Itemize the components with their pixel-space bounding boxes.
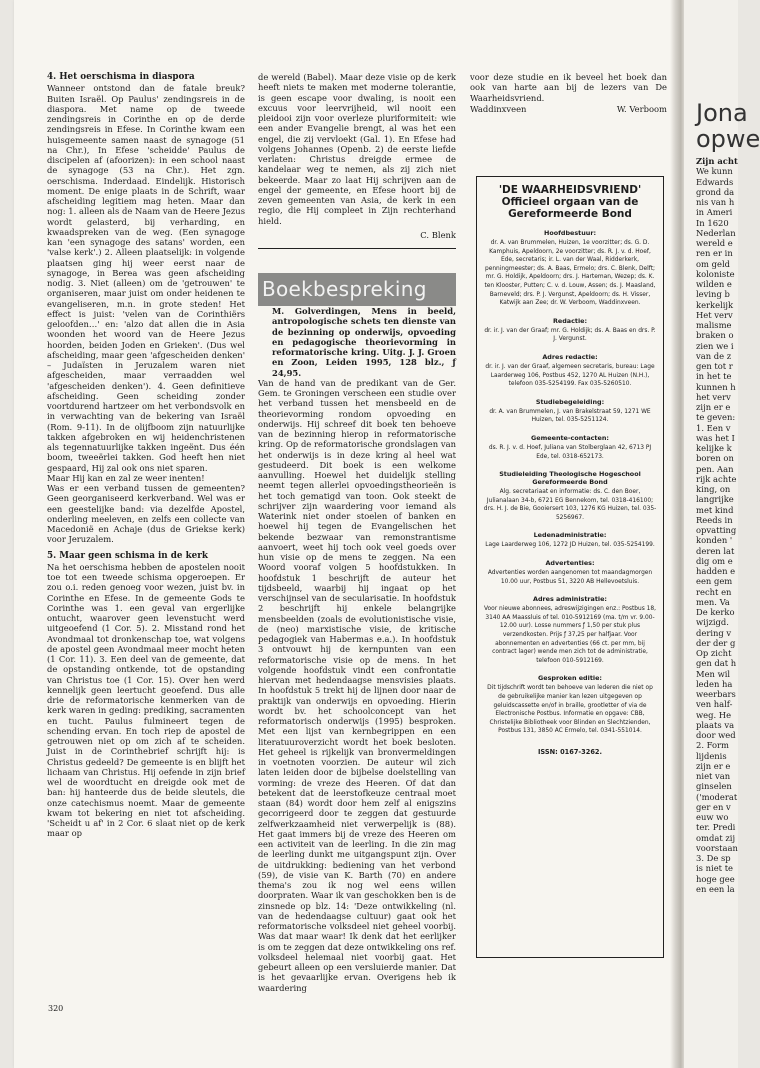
signature-row [470,104,667,114]
right-page-line: ren er in [696,248,733,259]
right-page-line: recht en [696,586,732,597]
issn: ISSN: 0167-3262. [537,747,603,756]
colophon-section-text: Dit tijdschrift wordt ten behoeve van lederen die niet op de gebruikelijke manier kan lezen uitgegeven op geluidscassette en/of in braille, grootletter of via de Electronische Postbus. Informatie en opgave: CBB, Christelijke Bibliotheek voor Blinden en Slechtzienden, Postbus 131, 3850 AC Ermelo, tel. 0341-551014. [487,685,653,735]
colophon-section-text: Alg. secretariaat en informatie: ds. C. den Boer, Julianalaan 34-b, 6721 EG Bennekom, tel. 0318-416100; drs. H. J. de Bie, Gooiersert 103, 1276 KG Huizen, tel. 035-5256967. [483,489,657,521]
colophon-section-heading: Advertenties: [545,559,595,568]
right-page-line: omdat zij [696,832,736,843]
right-page-line: weerbars [696,689,736,699]
right-page-line: te geven: [696,412,736,423]
right-page-line: een gem [696,576,733,587]
colophon-section-heading: Gesproken editie: [538,674,602,683]
right-page-line: dig om e [696,555,733,566]
colophon-section-heading: Adres redactie: [542,352,598,361]
column-1 [47,72,245,839]
right-page-line: grond da [696,186,735,197]
right-page-line: Het verv [696,309,733,320]
right-page-line: 3. De sp [696,853,731,863]
right-page-line: wilden e [696,279,732,289]
right-page-line: ginselen [696,781,732,792]
colophon-section-heading: Redactie: [552,316,588,325]
colophon-section-text: dr. ir. J. van der Graaf, algemeen secretaris, bureau: Lage Laarderweg 106, Postbus 452, 1270 AL Huizen (N.H.), telefoon 035-5254199. Fax 035-5260510. [485,363,655,388]
right-page-line: wereld e [696,238,733,248]
right-page-line: der der g [696,637,736,648]
colophon-section-heading: Hoofdbestuur: [543,229,597,237]
right-page-column [696,156,756,894]
right-page-line: kelijke k [696,443,732,453]
right-page-line: lijdenis [696,750,727,761]
colophon-section-text: Advertenties worden aangenomen tot maandagmorgen 10.00 uur, Postbus 51, 3220 AB Hellevoetsluis. [487,570,653,585]
right-page-line: De kerko [696,607,735,617]
colophon-box [476,176,664,958]
right-page-line: hoge gee [696,873,735,884]
right-page-line: men. Va [696,596,730,607]
divider [258,248,456,249]
right-page-line: langrijke [696,494,734,505]
right-page-line: 1. Een v [696,422,731,433]
right-page-line: is niet te [696,863,734,874]
right-page-line: konden ' [696,535,733,546]
right-page-line: rijk achte [696,473,737,484]
right-page-line: van de z [696,350,732,361]
paragraph: Na het oerschisma hebben de apostelen nooit toe tot een tweede schisma opgeroepen. Er zou o.i. reden genoeg voor wezen, juist bv. in Corinthe en Efese. In de gemeente Gods te Corinthe was 1. een geval van ergerlijke ontucht, waarover geen levenstucht werd uitgeoefend (1 Cor. 5). 2. Misstand rond het Avondmaal tot dronkenschap toe, wat volgens de apostel geen Avondmaal meer mocht heten (1 Cor. 11). 3. Een deel van de gemeente, dat de opstanding ontkende, tot de opstanding van Christus toe (1 Cor. 15). Over hen werd kennelijk geen leertucht geoefend. Dus alle drie de reformatorische kenmerken van de kerk waren in geding: prediking, sacramenten en tucht. Paulus fulmineert tegen de schending ervan. En toch riep de apostel de getrouwen niet op om zich af te scheiden. Juist in de Corinthebrief schrijft hij: is Christus gedeeld? De gemeente is en blijft het lichaam van Christus. Hij oefende in zijn brief wel de woordtucht en dreigde ook met de ban: hij hanteerde dus de beide sleutels, die onze catechismus noemt. Maar de gemeente kwam tot bekering en niet tot afscheiding. 'Scheidt u af' in 2 Cor. 6 slaat niet op de kerk maar op [47,561,245,839]
column-3 [470,72,667,114]
right-page-line: door wed [696,730,736,740]
right-page-line: boren on [696,453,734,464]
section-heading: 5. Maar geen schisma in de kerk [47,550,208,561]
paragraph: Was er een verband tussen de gemeenten? Geen georganiseerd kerkverband. Wel was er een geestelijke band: via dezelfde Apostel, onderling meeleven, en zelfs een collecte van Macedonië en Achaje (dus de Griekse kerk) voor Jeruzalem. [47,483,245,545]
right-page-line: Reeds in [696,514,733,525]
right-page-line: pen. Aan [696,463,734,474]
right-page-line: zien we i [696,340,734,351]
right-page-line: en een la [696,883,735,894]
right-page-line: Zijn acht [696,156,738,166]
colophon-section-heading: Adres administratie: [533,595,607,604]
right-page-line: deren lat [696,545,735,556]
right-page-line: euw wo [696,812,729,822]
colophon-sections [483,229,657,736]
right-page-title [696,100,760,152]
paragraph: de wereld (Babel). Maar deze visie op de kerk heeft niets te maken met moderne tolerantie, is geen escape voor dwaling, is nooit een excuus voor leervrijheid, wil nooit een pleidooi zijn voor overleze pluriformiteit: wie een ander Evangelie brengt, al was het een engel, die zij vervloekt (Gal. 1). En Efese had volgens Johannes (Openb. 2) de eerste liefde verlaten: Christus dreigde ermee de kandelaar weg te nemen, als zij zich niet bekeerde. Maar zo laat Hij schrijven aan de engel der gemeente, en Efese hoort bij de zeven gemeenten van Asia, de kerk in een regio, die Hij compleet in Zijn rechterhand hield. [258,72,456,226]
right-page-line: ger en v [696,801,731,812]
right-page-line: ter. Predi [696,822,736,833]
right-page-line: 2. Form [696,740,729,751]
review-text: Van de hand van de predikant van de Ger. Gem. te Groningen verscheen een studie over het verband tussen het mensbeeld en de theorievorming rondom opvoeding en onderwijs. Hij schreef dit boek ten behoeve van de bezinning hierop in reformatorische kring. Op de reformatorische grondslagen van het onderwijs is in deze kring al heel wat gestudeerd. Dit boek is een welkome aanvulling. Hoewel het duidelijk stelling neemt tegen allerlei opvoedingstheorieën is het toch gematigd van toon. Ook steekt de schrijver zijn waardering voor iemand als Waterink niet onder stoelen of banken en hoewel hij tegen de Evangelischen het bekende bezwaar van remonstrantisme aanvoert, weet hij toch ook veel goeds over hun visie op de mens te zeggen. Na een Woord vooraf volgen 5 hoofdstukken. In hoofdstuk 1 beschrijft de auteur het tijdsbeeld, waarbij hij ingaat op het verschijnsel van de secularisatie. In hoofdstuk 2 beschrijft hij enkele belangrijke mensbeelden (zoals de evolutionistische visie, de (neo) marxistische visie, de kritische pedagogiek van Habermas e.a.). In hoofdstuk 3 ontvouwt hij de kernpunten van een reformatorische visie op de mens. In het volgende hoofdstuk vindt een confrontatie hiervan met hedendaagse mensvisies plaats. In hoofdstuk 5 trekt hij de lijnen door naar de praktijk van onderwijs en opvoeding. Hierin wordt bv. het schoolconcept van het reformatorisch onderwijs (1995) besproken. Met een lijst van kernbegrippen en een literatuuroverzicht wordt het boek besloten. Het geheel is rijkelijk van bronvermeldingen in voetnoten voorzien. De auteur wil zich laten leiden door de bijbelse doelstelling van vorming: de vreze des Heeren. Of dat dan betekent dat de leerstofkeuze centraal moet staan (84) wordt door hem zelf al enigszins gecorrigeerd door te zeggen dat gestuurde zelfwerkzaamheid niet verwerpelijk is (88). Het gaat immers bij de vreze des Heeren om een activiteit van de leerling. In die zin mag de leerling dunkt me uitgangspunt zijn. Over de uitdrukking: bediening van het verbond (59), de visie van K. Barth (70) en andere thema's zou ik nog wel eens willen doorpraten. Waar ik van geschokken ben is de zinsnede op blz. 14: 'Deze ontwikkeling (nl. van de hedendaagse cultuur) gaat ook het reformatorische volksdeel niet geheel voorbij. Was dat maar waar! Ik denk dat het eerlijker is om te zeggen dat deze ontwikkeling ons ref. volksdeel helemaal niet voorbij gaat. Het gebeurt alleen op een versluierde manier. Dat is het gevaarlijke ervan. Overigens heb ik waardering [258,377,456,993]
right-page-line: gen dat h [696,658,737,669]
right-page [684,0,760,1068]
right-page-line: Edwards [696,176,734,187]
right-page-line: Op zicht [696,648,732,658]
right-page-line: plaats va [696,719,735,730]
right-page-line: in Ameri [696,207,733,218]
title-line: Jona [696,99,748,127]
right-page-line: hadden e [696,566,736,576]
right-page-line: ('moderat [696,791,738,802]
right-page-line: wijzigd. [696,617,729,628]
right-page-line: kunnen h [696,381,736,392]
paragraph: Maar Hij kan en zal ze weer inenten! [47,472,205,483]
right-page-line: kerkelijk [696,299,734,310]
right-page-line: voorstaan [696,842,738,853]
section-banner [258,273,456,306]
paragraph: Wanneer ontstond dan de fatale breuk? Buiten Israël. Op Paulus' zendingsreis in de diaspora. Met name op de tweede zendingsreis in Corinthe en op de derde zendingsreis in Efese. In Corinthe kwam een huisgemeente samen naast de synagoge (51 na Chr.), In Efese 'scheidde' Paulus de discipelen af (afoorizen): in een school naast de synagoge (53 na Chr.). Het zgn. oerschisma. Inderdaad. Eindelijk. Historisch moment. De enige plaats in de Schrift, waar afscheiding legitiem mag heten. Maar dan nog: 1. alleen als de Naam van de Heere Jezus wordt gelasterd, bij verharding, en kwaadspreken van de weg. (Een synagoge kan 'een synagoge des satans' worden, een 'valse kerk'.) 2. Alleen plaatselijk: in volgende plaatsen ging hij weer eerst naar de synagoge, in Berea was geen afscheiding nodig. 3. Niet (alleen) om de 'getrouwen' te organiseren, maar juist om onder heidenen te evangeliseren, m.n. in grote steden! Het effect is juist: 'velen van de Corinthiërs geloofden…' en: 'alzo dat allen die in Asia woonden het woord van de Heere Jezus hoorden, beiden Joden en Grieken'. (Dus wel afscheiding, maar geen 'afgescheiden denken' – Judaïsten in Jeruzalem waren niet afgescheiden, maar verraadden wel 'afgescheiden denken'). 4. Geen definitieve afscheiding. Geen scheiding zonder voortdurend hartzeer om het verbondsvolk en in verwachting van de bekering van Israël (Rom. 9-11). In de olijfboom zijn natuurlijke takken afgebroken en wij heidenchristenen als tegennatuurlijke takken ingeënt. Dus één boom, tweeërlei takken. God heeft hen niet gespaard, Hij zal ook ons niet sparen. [47,83,245,473]
colophon-section-heading: Gemeente-contacten: [531,433,609,442]
right-page-line: Nederlan [696,227,736,238]
right-page-line: dering v [696,627,732,638]
right-page-line: zijn er e [696,402,731,412]
colophon-section-text: dr. ir. J. van der Graaf; mr. G. Holdijk; ds. A. Baas en drs. P. J. Vergunst. [484,327,656,343]
book-citation: M. Golverdingen, Mens in beeld, antropologische schets ten dienste van de bezinning op onderwijs, opvoeding en pedagogische theorievorming in reformatorische kring. Uitg. J. J. Groen en Zoon, Leiden 1995, 128 blz., ƒ 24,95. [272,306,456,378]
section-heading: 4. Het oerschisma in diaspora [47,72,195,82]
right-page-line: king, on [696,484,731,494]
colophon-section-heading: Studieleiding Theologische Hogeschool Gereformeerde Bond [499,470,641,487]
right-page-line: in het te [696,371,732,382]
right-page-line: koloniste [696,268,735,279]
right-page-line: malisme [696,320,732,330]
colophon-subtitle: Officieel orgaan van de Gereformeerde Bond [501,196,639,220]
right-page-line: In 1620 [696,217,729,228]
colophon-section-text: dr. A. van Brummelen, J. van Brakelstraat 59, 1271 WE Huizen, tel. 035-5251124. [489,408,651,424]
banner-title: Boekbespreking [262,277,427,302]
colophon-section-text: Lage Laarderweg 106, 1272 JD Huizen, tel. 035-5254199. [485,542,655,549]
reviewer-signature: W. Verboom [616,103,667,114]
right-page-line: om geld [696,258,731,269]
right-page-line: met kind [696,504,734,515]
right-page-line: Men wil [696,668,731,679]
right-page-line: ven half- [696,699,733,710]
right-page-line: braken o [696,330,734,341]
right-page-line: opvatting [696,525,737,535]
right-page-line: nis van h [696,197,735,207]
place: Waddinxveen [470,103,527,114]
title-line: opwe [696,125,760,153]
colophon-title: 'DE WAARHEIDSVRIEND' [498,184,642,196]
right-page-line: gen tot r [696,361,733,371]
paragraph: voor deze studie en ik beveel het boek dan ook van harte aan bij de lezers van De Waarheidsvriend. [470,72,667,103]
colophon-section-text: Voor nieuwe abonnees, adreswijzigingen enz.: Postbus 18, 3140 AA Maassluis of tel. 010-5912169 (ma. t/m vr. 9.00-12.00 uur). Losse nummers ƒ 1,50 per stuk plus verzendkosten. Prijs ƒ 37,25 per halfjaar. Voor abonnementen en advertenties (66 ct. per mm, bij contract lager) wende men zich tot de administratie, telefoon 010-5912169. [483,606,657,664]
right-page-line: niet van [696,771,731,781]
right-page-line: leden ha [696,678,733,689]
colophon-section-text: dr. A. van Brummelen, Huizen, 1e voorzitter; ds. G. D. Kamphuis, Apeldoorn, 2e voorzitter; ds. R. J. v. d. Hoef, Ede, secretaris; ir. L. van der Waal, Ridderkerk, penningmeester; ds. A. Baas, Ermelo; drs. C. Blenk, Delft; mr. G. Holdijk, Apeldoorn; drs. J. Harteman, Wezep; ds. K. ten Klooster, Putten; C. v. d. Louw, Assen; ds. J. Maasland, Barneveld; drs. P. J. Vergunst, Apeldoorn; ds. H. Visser, Katwijk aan Zee; dr. W. Verboom, Waddinxveen. [484,240,656,307]
colophon-section-text: ds. R. J. v. d. Hoef, Juliana van Stolberglaan 42, 6713 PJ Ede, tel. 0318-652173. [488,444,652,460]
column-2 [258,72,456,993]
right-page-line: We kunn [696,166,733,177]
author-signature: C. Blenk [420,229,456,240]
right-page-line: was het I [696,432,735,443]
right-page-line: leving b [696,289,730,300]
colophon-section-heading: Ledenadministratie: [533,531,607,540]
right-page-line: het verv [696,391,731,402]
page-number: 320 [48,1004,64,1013]
right-page-line: zijn er e [696,760,731,771]
colophon-section-heading: Studiebegeleiding: [535,397,605,406]
right-page-line: weg. He [696,709,732,720]
